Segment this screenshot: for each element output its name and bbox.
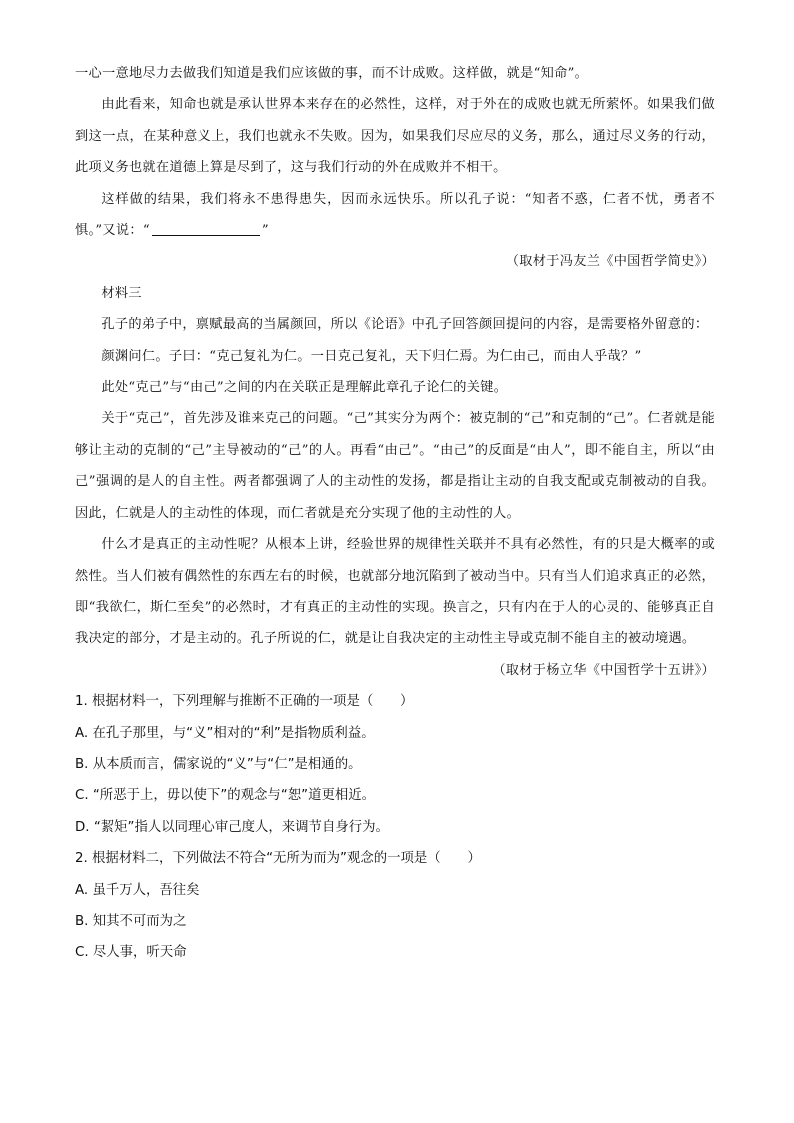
- answer-option: C. “所恶于上，毋以使下”的观念与“恕”道更相近。: [75, 788, 376, 804]
- passage-text: ”: [261, 223, 269, 239]
- passage-text: 这样做的结果，我们将永不患得患失，因而永远快乐。所以孔子说：“知者不惑，仁者不忧，勇者不惧。”又说：“: [75, 191, 715, 239]
- section-heading: 材料三: [101, 285, 142, 301]
- question-stem: 1. 根据材料一，下列理解与推断不正确的一项是（ ）: [75, 694, 414, 710]
- answer-option: C. 尽人事，听天命: [75, 945, 187, 961]
- answer-option: B. 从本质而言，儒家说的“义”与“仁”是相通的。: [75, 756, 362, 772]
- source-citation: （取材于冯友兰《中国哲学简史》）: [505, 254, 715, 270]
- source-citation: （取材于杨立华《中国哲学十五讲》）: [492, 662, 715, 678]
- answer-option: D. “絜矩”指人以同理心审己度人，来调节自身行为。: [75, 819, 389, 835]
- passage-paragraph: 由此看来，知命也就是承认世界本来存在的必然性，这样，对于外在的成败也就无所萦怀。如果我们做到这一点，在某种意义上，我们也就永不失败。因为，如果我们尽应尽的义务，那么，通过尽义务的行动，此项义务也就在道德上算是尽到了，这与我们行动的外在成败并不相干。: [75, 97, 715, 176]
- passage-paragraph: 孔子的弟子中，禀赋最高的当属颜回，所以《论语》中孔子回答颜回提问的内容，是需要格外留意的：: [101, 317, 709, 333]
- fill-blank: [152, 221, 260, 236]
- passage-paragraph: 什么才是真正的主动性呢？从根本上讲，经验世界的规律性关联并不具有必然性，有的只是大概率的或然性。当人们被有偶然性的东西左右的时候，也就部分地沉陷到了被动当中。只有当人们追求真正的必然，即“我欲仁，斯仁至矣”的必然时，才有真正的主动性的实现。换言之，只有内在于人的心灵的、能够真正自我决定的部分，才是主动的。孔子所说的仁，就是让自我决定的主动性主导或克制不能自主的被动境遇。: [75, 537, 715, 647]
- passage-paragraph: 颜渊问仁。子曰：“克己复礼为仁。一日克己复礼，天下归仁焉。为仁由己，而由人乎哉？”: [101, 348, 642, 364]
- passage-paragraph: 此处“克己”与“由己”之间的内在关联正是理解此章孔子论仁的关键。: [101, 380, 508, 396]
- answer-option: A. 虽千万人，吾往矣: [75, 882, 200, 898]
- answer-option: B. 知其不可而为之: [75, 913, 187, 929]
- passage-paragraph: 一心一意地尽力去做我们知道是我们应该做的事，而不计成败。这样做，就是“知命”。: [75, 66, 589, 81]
- passage-paragraph-with-blank: [75, 184, 715, 247]
- passage-paragraph: 关于“克己”，首先涉及谁来克己的问题。“己”其实分为两个：被克制的“己”和克制的“己”。仁者就是能够让主动的克制的“己”主导被动的“己”的人。再看“由己”。“由己”的反面是“由人”，即不能自主，所以“由己”强调的是人的自主性。两者都强调了人的主动性的发扬，都是指让主动的自我支配或克制被动的自我。因此，仁就是人的主动性的体现，而仁者就是充分实现了他的主动性的人。: [75, 411, 715, 521]
- question-stem: 2. 根据材料二，下列做法不符合“无所为而为”观念的一项是（ ）: [75, 851, 481, 867]
- document-page: [75, 58, 715, 969]
- answer-option: A. 在孔子那里，与“义”相对的“利”是指物质利益。: [75, 725, 375, 741]
